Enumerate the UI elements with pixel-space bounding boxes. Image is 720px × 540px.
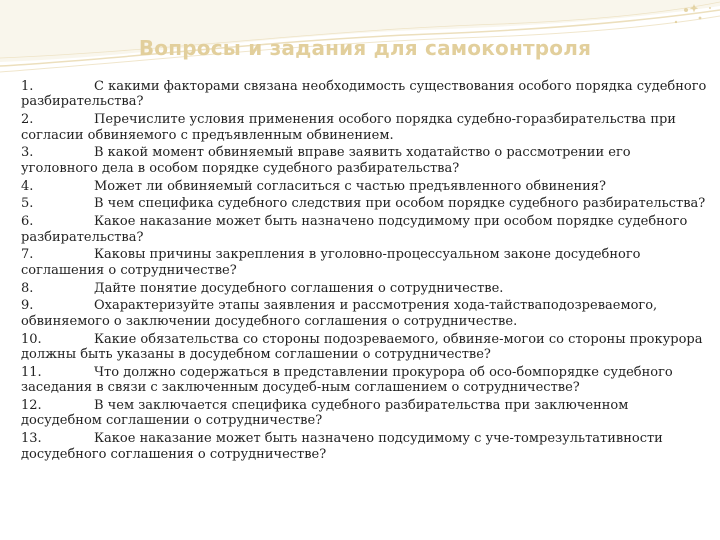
item-number: 13. [21, 431, 42, 447]
item-number: 4. [21, 178, 34, 194]
item-text: Какие обязательства со стороны подозреваемого, обвиняе-могои со стороны прокурора должны быть указаны в досудебном соглашении о сотрудничестве? [21, 331, 703, 363]
item-text: В чем специфика судебного следствия при особом порядке судебного разбирательства? [94, 196, 706, 212]
item-number: 1. [21, 79, 34, 94]
item-number: 5. [21, 196, 34, 212]
item-text: Охарактеризуйте этапы заявления и рассмотрения хода-тайстваподозреваемого, обвиняемого о заключении досудебного соглашения о сотрудничестве. [21, 298, 658, 329]
item-text: В какой момент обвиняемый вправе заявить ходатайство о рассмотрении его уголовного дела в особом порядке судебного разбирательства? [21, 145, 631, 176]
item-number: 6. [21, 214, 34, 230]
list-item [21, 281, 711, 296]
item-text: Перечислите условия применения особого порядка судебно-горазбирательства при согласии обвиняемого с предъявленным обвинением. [21, 112, 676, 143]
item-number: 11. [21, 364, 42, 380]
item-number: 7. [21, 247, 34, 263]
item-text: Каковы причины закрепления в уголовно-процессуальном законе досудебного соглашения о сотрудничестве? [21, 247, 641, 278]
list-item [21, 431, 711, 462]
list-item [21, 214, 711, 245]
item-number: 9. [21, 298, 34, 314]
item-text: Дайте понятие досудебного соглашения о сотрудничестве. [94, 280, 504, 296]
list-item [21, 145, 711, 176]
item-text: Может ли обвиняемый согласиться с частью предъявленного обвинения? [94, 178, 606, 194]
item-text: Какое наказание может быть назначено подсудимому при особом порядке судебного разбирательства? [21, 214, 688, 245]
item-number: 12. [21, 398, 42, 414]
list-item [21, 398, 711, 429]
list-item [21, 79, 711, 110]
item-number: 3. [21, 145, 34, 161]
list-item [21, 365, 711, 396]
list-item [21, 332, 711, 363]
list-item [21, 298, 711, 329]
list-item [21, 247, 711, 278]
item-number: 2. [21, 112, 34, 128]
item-number: 8. [21, 280, 34, 296]
list-item [21, 196, 711, 211]
question-list [21, 79, 711, 464]
item-text: В чем заключается специфика судебного разбирательства при заключенном досудебном соглашении о сотрудничестве? [21, 398, 629, 429]
list-item [21, 112, 711, 143]
item-text: С какими факторами связана необходимость существования особого порядка судебного разбирательства? [21, 79, 707, 110]
item-text: Что должно содержаться в представлении прокурора об осо-бомпорядке судебного заседания в связи с заключенным досудеб-ным соглашением о сотрудничестве? [21, 364, 673, 396]
page-title: Вопросы и задания для самоконтроля [138, 36, 592, 60]
item-text: Какое наказание может быть назначено подсудимому с уче-томрезультативности досудебного соглашения о сотрудничестве? [21, 431, 663, 462]
item-number: 10. [21, 331, 42, 347]
list-item [21, 179, 711, 194]
